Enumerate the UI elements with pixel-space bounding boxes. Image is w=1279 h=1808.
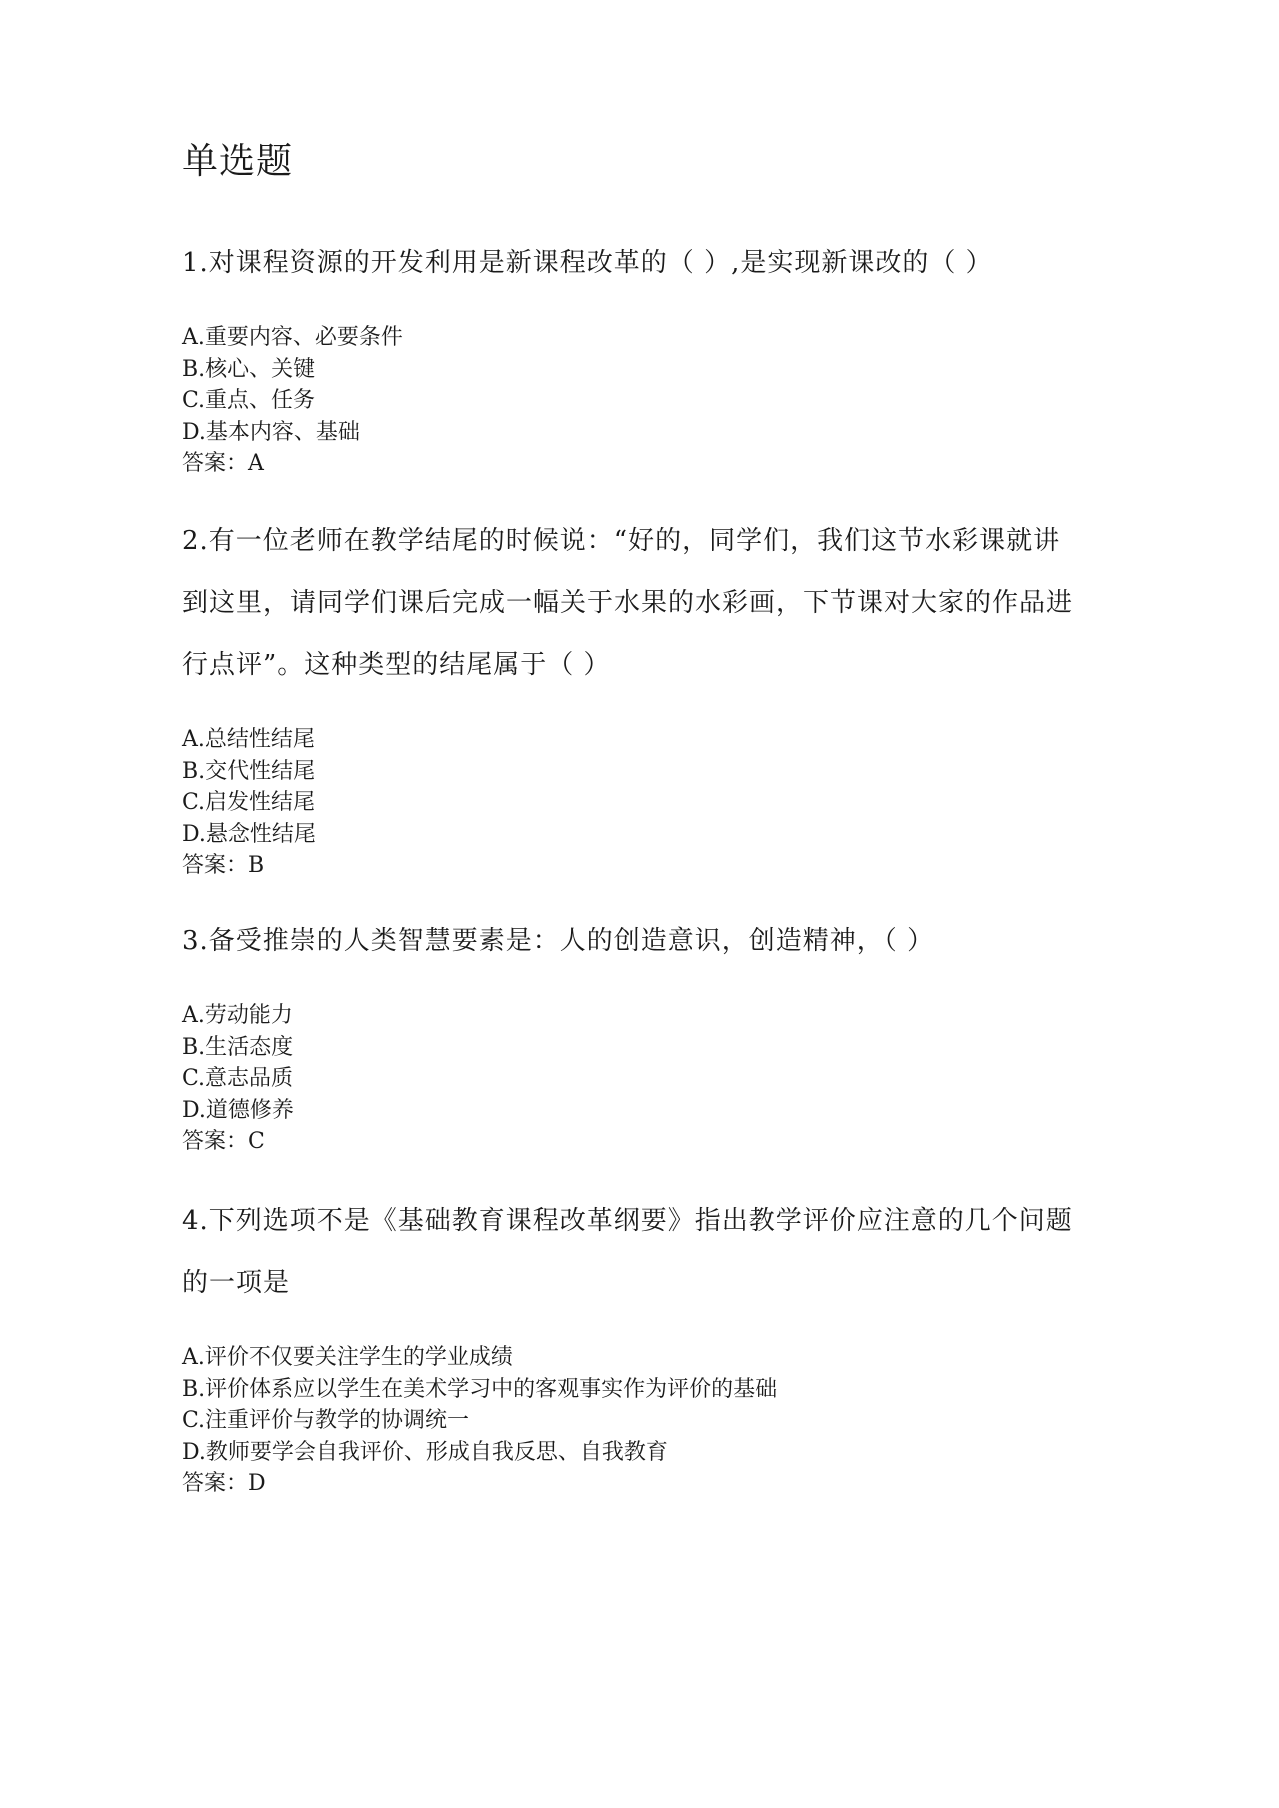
options-list <box>182 724 1082 850</box>
option-a: A.劳动能力 <box>182 1003 293 1028</box>
question-1 <box>182 232 1082 480</box>
option-d: D.基本内容、基础 <box>182 419 360 445</box>
options-list <box>182 1000 1082 1126</box>
question-text: 3.备受推崇的人类智慧要素是：人的创造意识，创造精神，（ ） <box>182 926 935 956</box>
question-2 <box>182 510 1082 882</box>
answer: 答案：B <box>182 853 265 878</box>
section-title: 单选题 <box>182 141 294 182</box>
option-a: A.评价不仅要关注学生的学业成绩 <box>182 1345 513 1370</box>
answer: 答案：A <box>182 451 264 476</box>
question-text: 1.对课程资源的开发利用是新课程改革的（ ）,是实现新课改的（ ） <box>182 248 993 278</box>
options-list <box>182 1342 1082 1468</box>
option-c: C.注重评价与教学的协调统一 <box>182 1408 470 1433</box>
options-list <box>182 322 1082 448</box>
question-3 <box>182 910 1082 1158</box>
answer: 答案：D <box>182 1471 266 1496</box>
option-d: D.道德修养 <box>182 1097 294 1123</box>
option-b: B.核心、关键 <box>182 356 316 382</box>
question-text: 2.有一位老师在教学结尾的时候说：“好的，同学们，我们这节水彩课就讲到这里，请同学们课后完成一幅关于水果的水彩画，下节课对大家的作品进行点评”。这种类型的结尾属于（ ） <box>182 526 1074 680</box>
option-a: A.总结性结尾 <box>182 727 315 752</box>
option-a: A.重要内容、必要条件 <box>182 325 403 350</box>
option-c: C.意志品质 <box>182 1066 294 1091</box>
option-d: D.悬念性结尾 <box>182 821 316 847</box>
question-4 <box>182 1190 1082 1500</box>
option-b: B.生活态度 <box>182 1034 294 1060</box>
question-text: 4.下列选项不是《基础教育课程改革纲要》指出教学评价应注意的几个问题的一项是 <box>182 1206 1073 1298</box>
option-d: D.教师要学会自我评价、形成自我反思、自我教育 <box>182 1439 668 1465</box>
answer: 答案：C <box>182 1129 265 1154</box>
option-b: B.评价体系应以学生在美术学习中的客观事实作为评价的基础 <box>182 1376 778 1402</box>
option-b: B.交代性结尾 <box>182 758 316 784</box>
option-c: C.启发性结尾 <box>182 790 316 815</box>
option-c: C.重点、任务 <box>182 388 316 413</box>
